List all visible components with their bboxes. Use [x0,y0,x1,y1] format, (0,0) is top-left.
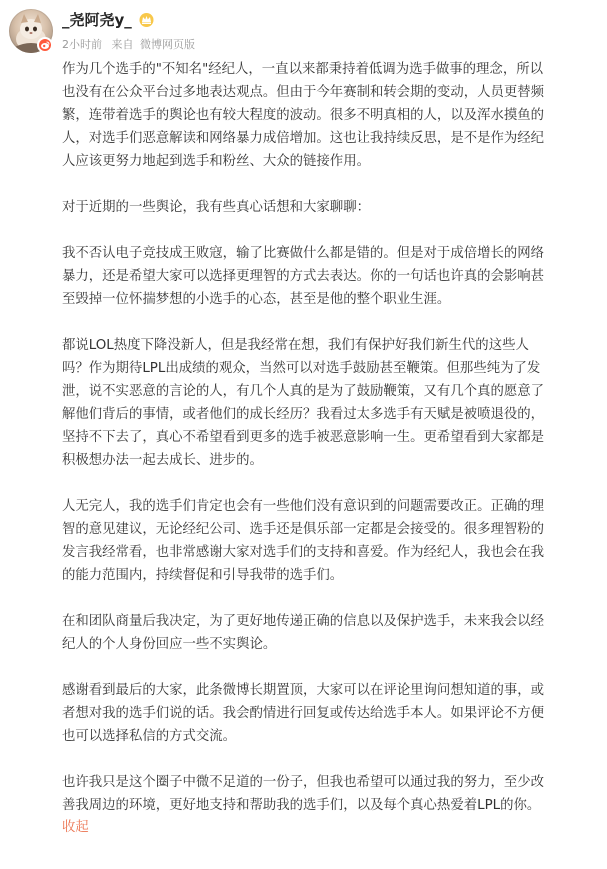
post-text-line: 人，对选手们恶意解读和网络暴力成倍增加。这也让我持续反思，是不是作为经纪 [62,131,545,146]
post-text-line: 繁，连带着选手的舆论也有较大程度的波动。很多不明真相的人，以及浑水摸鱼的 [62,108,545,123]
post-text-line: 吗？作为期待LPL出成绩的观众，当然可以对选手鼓励甚至鞭策。但那些纯为了发 [62,361,541,376]
post-source: 微博网页版 [140,38,195,51]
paragraph-gap [62,472,607,495]
post-time[interactable]: 2小时前 [62,38,102,51]
post-text-line: 发言我经常看，也非常感谢大家对选手们的支持和喜爱。作为经纪人，我也会在我 [62,545,545,560]
post-body [62,58,607,837]
source-prefix: 来自 [111,38,134,51]
post-text-line: 智的意见建议，无论经纪公司、选手还是俱乐部一定都是会接受的。很多理智粉的 [62,522,545,537]
post-text-line: 人应该更努力地起到选手和粉丝、大众的链接作用。 [62,154,370,169]
post-text-line: 者想对我的选手们说的话。我会酌情进行回复或传达给选手本人。如果评论不方便 [62,706,545,721]
weibo-verified-icon [37,37,53,53]
post-paragraphs [62,58,607,817]
post-text-line: 泄，说不实恶意的言论的人，有几个人真的是为了鼓励鞭策，又有几个真的愿意了 [62,384,545,399]
post-text-line: 在和团队商量后我决定，为了更好地传递正确的信息以及保护选手，未来我会以经 [62,614,545,629]
paragraph-gap [62,587,607,610]
post-text-line: 我不否认电子竞技成王败寇，输了比赛做什么都是错的。但是对于成倍增长的网络 [62,246,545,261]
post-text-line: 积极想办法一起去成长、进步的。 [62,453,263,468]
post-meta [62,36,201,52]
post-text-line: 也没有在公众平台过多地表达观点。但由于今年赛制和转会期的变动，人员更替频 [62,85,545,100]
post-text-line: 善我周边的环境，更好地支持和帮助我的选手们，以及每个真心热爱着LPL的你。 [62,798,541,813]
post-text-line: 的能力范围内，持续督促和引导我带的选手们。 [62,568,344,583]
post-text-line: 感谢看到最后的大家，此条微博长期置顶，大家可以在评论里询问想知道的事，或 [62,683,545,698]
paragraph-gap [62,311,607,334]
post-text-line: 至毁掉一位怀揣梦想的小选手的心态，甚至是他的整个职业生涯。 [62,292,451,307]
post-text-line: 对于近期的一些舆论，我有些真心话想和大家聊聊： [62,200,370,215]
post-text-line: 纪人的个人身份回应一些不实舆论。 [62,637,277,652]
post-text-line: 解他们背后的事情，或者他们的成长经历？我看过太多选手有天赋是被喷退役的， [62,407,545,422]
avatar-container[interactable] [9,9,53,53]
crown-icon[interactable] [138,12,155,27]
author-name-row [62,9,155,30]
post-text-line: 都说LOL热度下降没新人，但是我经常在想，我们有保护好我们新生代的这些人 [62,338,529,353]
post-text-line: 暴力，还是希望大家可以选择更理智的方式去表达。你的一句话也许真的会影响甚 [62,269,545,284]
paragraph-gap [62,748,607,771]
post-text-line: 作为几个选手的"不知名"经纪人，一直以来都秉持着低调为选手做事的理念，所以 [62,62,543,77]
post-text-line: 坚持不下去了，真心不希望看到更多的选手被恶意影响一生。更希望看到大家都是 [62,430,545,445]
post-text-line: 人无完人，我的选手们肯定也会有一些他们没有意识到的问题需要改正。正确的理 [62,499,545,514]
paragraph-gap [62,656,607,679]
paragraph-gap [62,219,607,242]
post-text-line: 也许我只是这个圈子中微不足道的一份子，但我也希望可以通过我的努力，至少改 [62,775,545,790]
collapse-link[interactable]: 收起 [62,820,89,835]
post-text-line: 也可以选择私信的方式交流。 [62,729,237,744]
author-name[interactable]: _尧阿尧y_ [62,11,132,29]
paragraph-gap [62,173,607,196]
